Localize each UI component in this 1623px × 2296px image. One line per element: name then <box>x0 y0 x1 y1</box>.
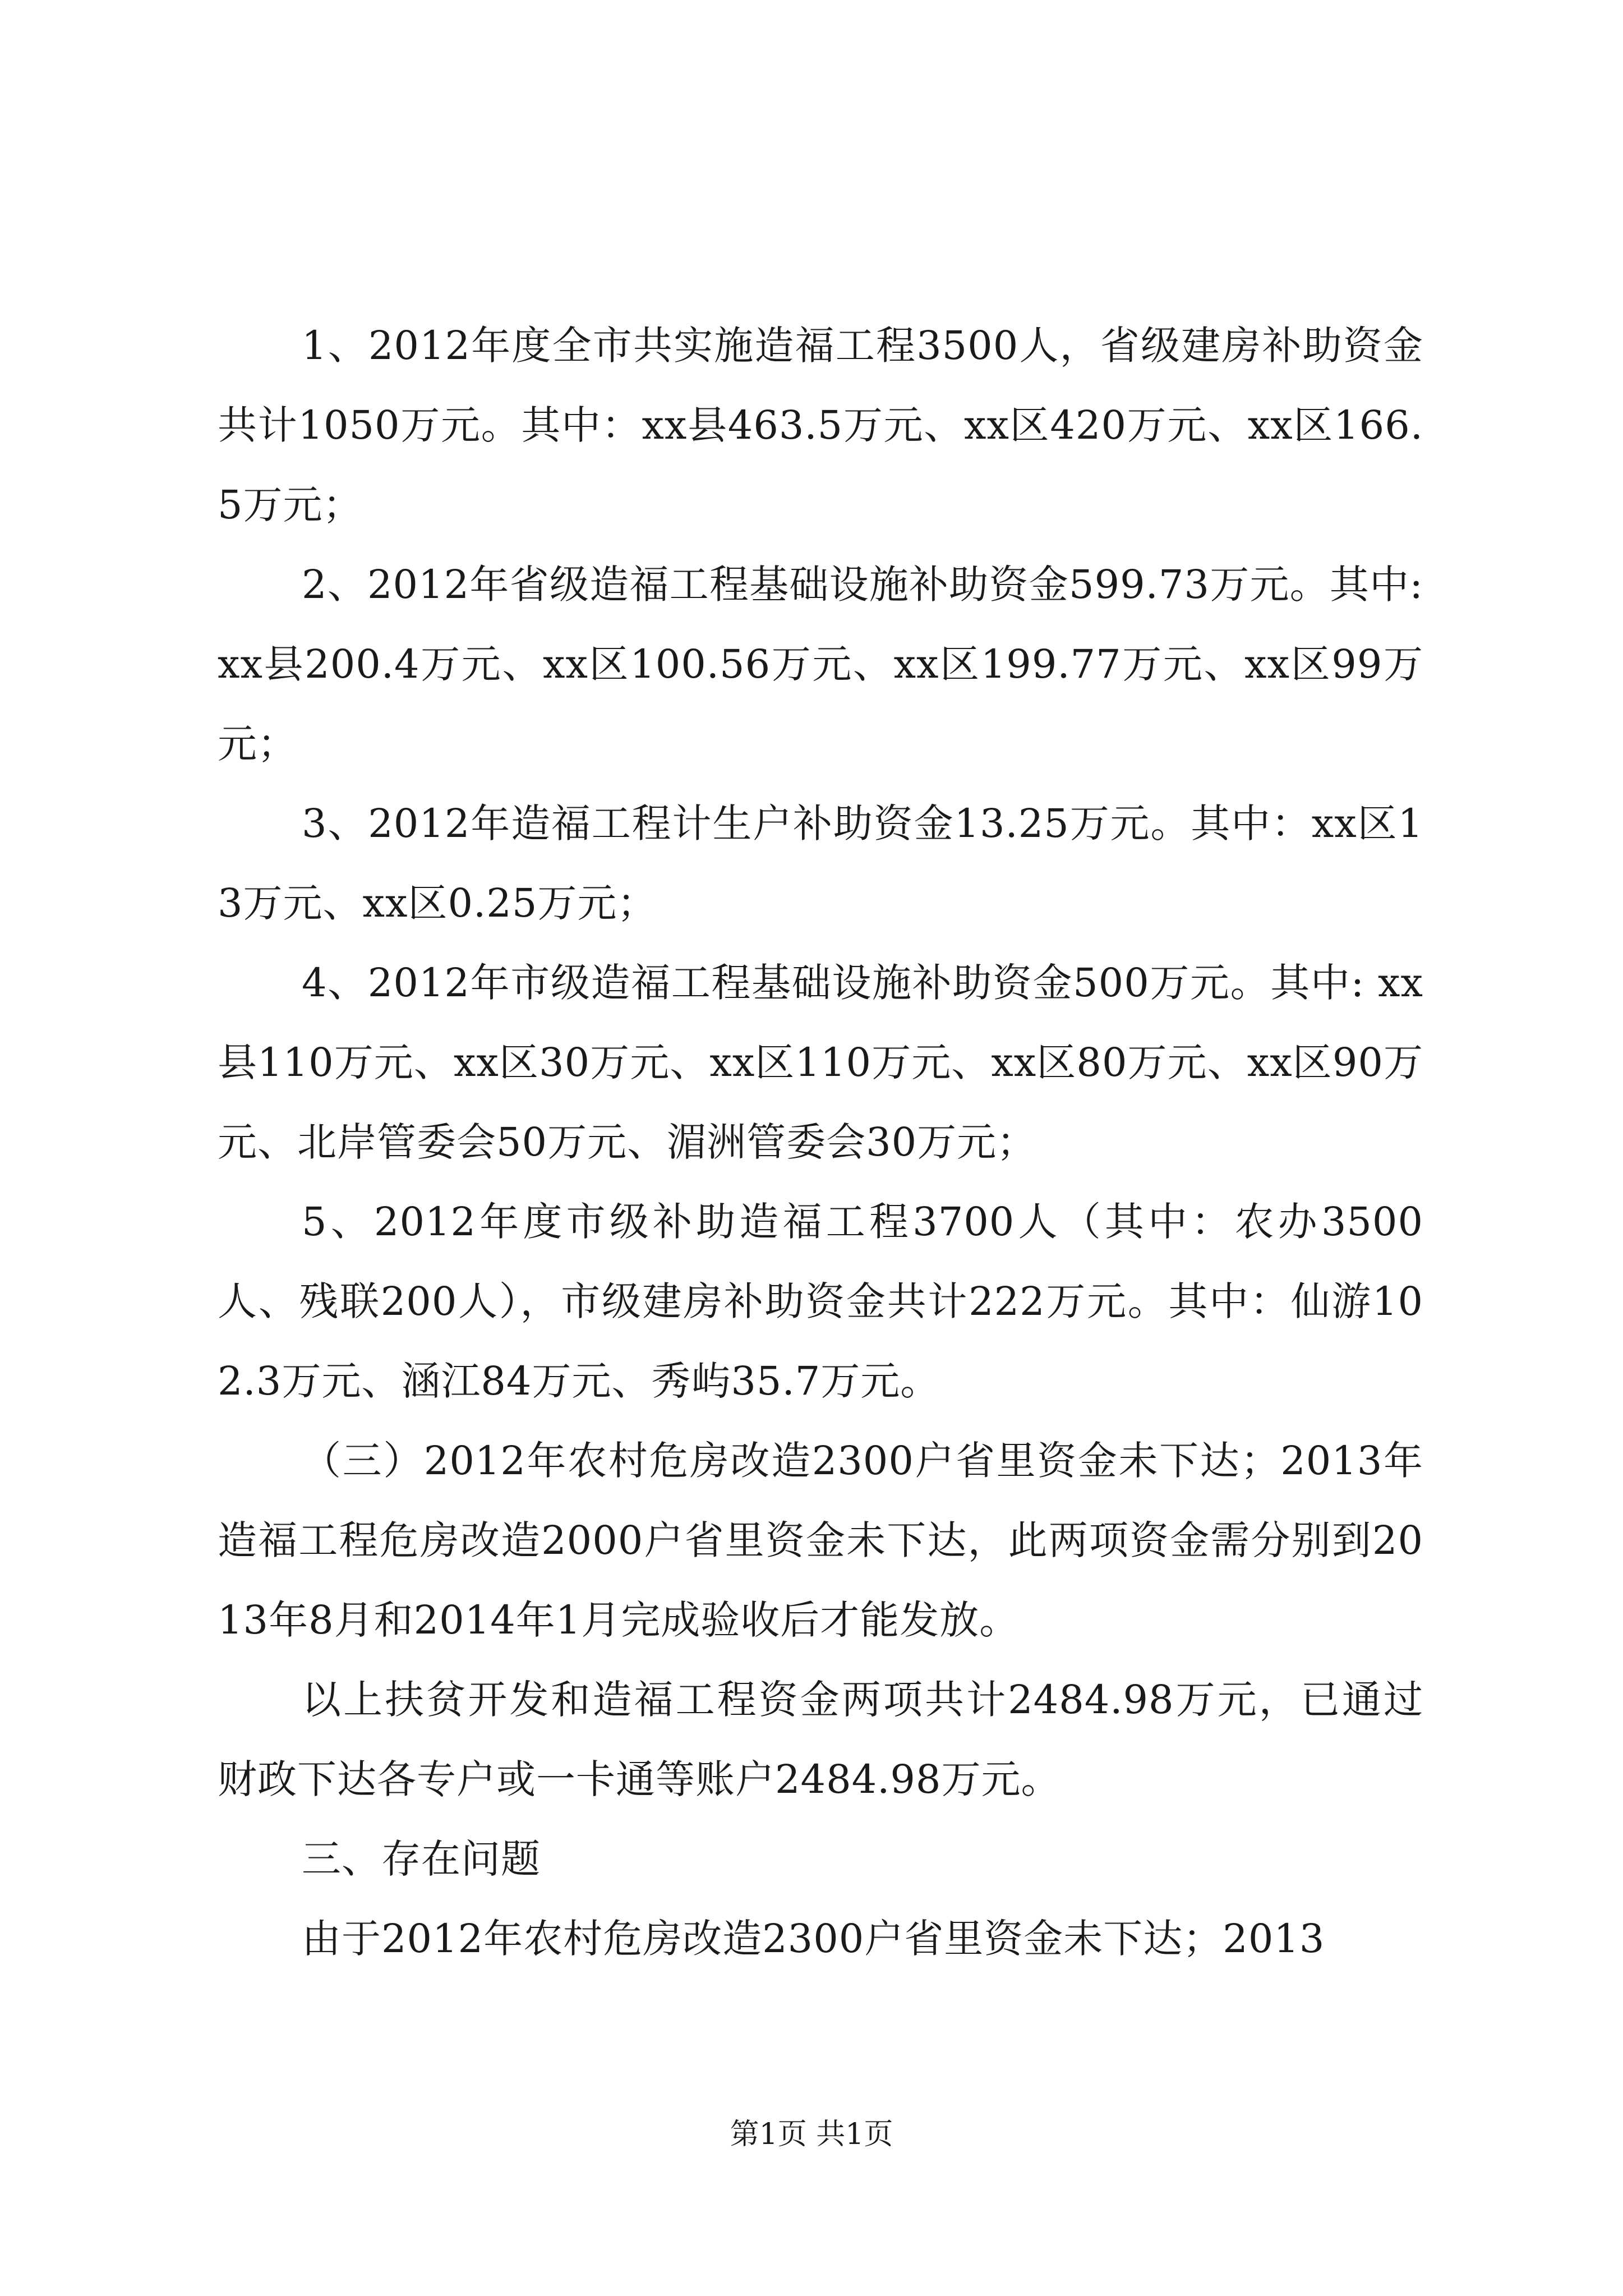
paragraph-5: 5、2012年度市级补助造福工程3700人（其中：农办3500人、残联200人），市级建房补助资金共计222万元。其中：仙游102.3万元、涵江84万元、秀屿35.7万元。 <box>218 1199 1423 1404</box>
paragraph-7: 以上扶贫开发和造福工程资金两项共计2484.98万元，已通过财政下达各专户或一卡通等账户2484.98万元。 <box>218 1677 1423 1802</box>
section-heading: 三、存在问题 <box>302 1836 541 1882</box>
paragraph-6: （三）2012年农村危房改造2300户省里资金未下达；2013年造福工程危房改造2000户省里资金未下达，此两项资金需分别到2013年8月和2014年1月完成验收后才能发放。 <box>218 1438 1423 1643</box>
paragraph-3: 3、2012年造福工程计生户补助资金13.25万元。其中：xx区13万元、xx区0.25万元； <box>218 800 1423 926</box>
paragraph-9: 由于2012年农村危房改造2300户省里资金未下达；2013 <box>302 1916 1325 1962</box>
paragraph-2: 2、2012年省级造福工程基础设施补助资金599.73万元。其中: xx县200.4万元、xx区100.56万元、xx区199.77万元、xx区99万元； <box>218 562 1423 767</box>
page-footer: 第1页 共1页 <box>730 2118 893 2151</box>
document-body <box>218 306 1423 1978</box>
paragraph-4: 4、2012年市级造福工程基础设施补助资金500万元。其中: xx县110万元、xx区30万元、xx区110万元、xx区80万元、xx区90万元、北岸管委会50万元、湄洲管委会30万元； <box>218 960 1423 1165</box>
paragraph-1: 1、2012年度全市共实施造福工程3500人，省级建房补助资金共计1050万元。其中：xx县463.5万元、xx区420万元、xx区166.5万元； <box>218 323 1423 528</box>
